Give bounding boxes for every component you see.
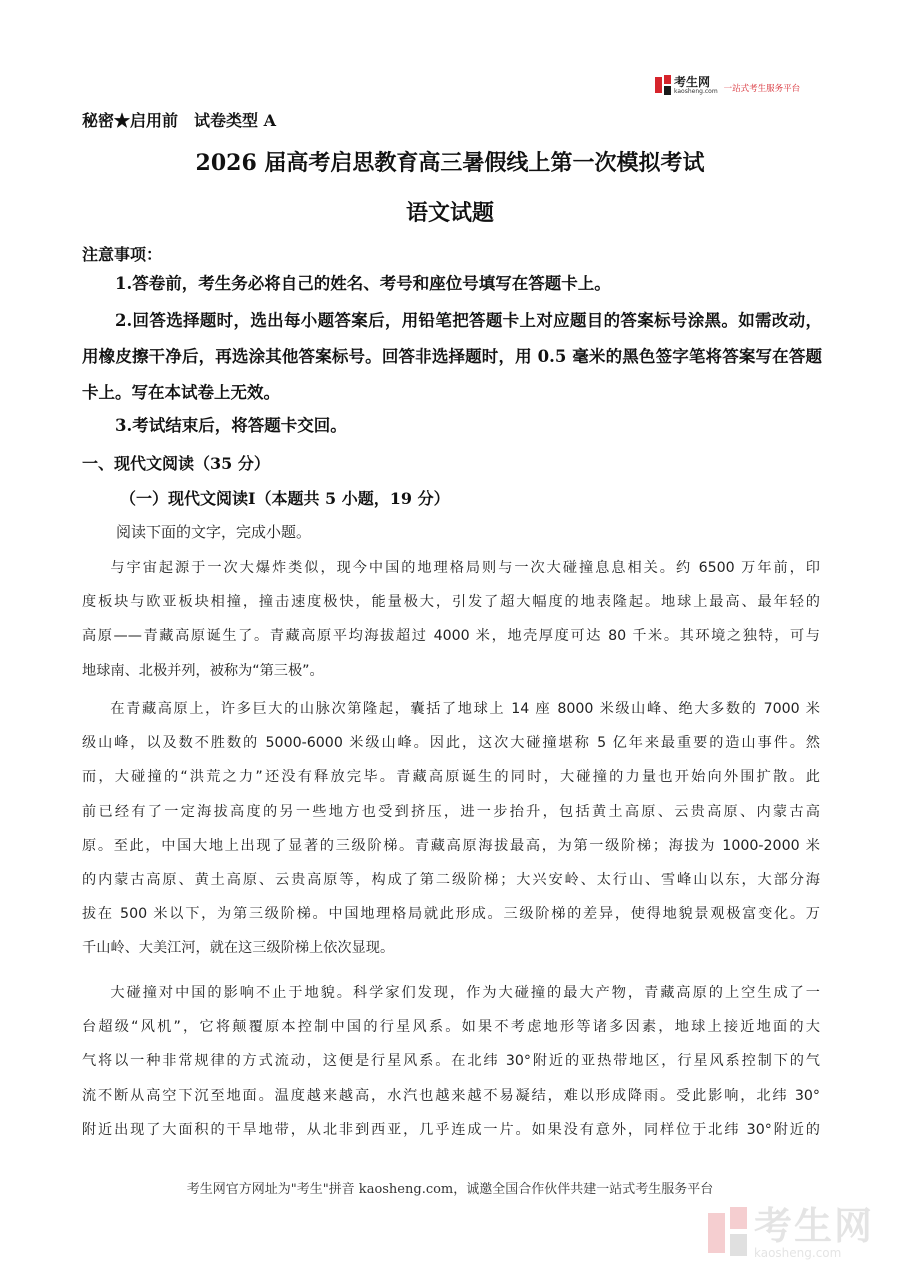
logo-url: kaosheng.com — [674, 87, 718, 95]
passage-line: 原。至此，中国大地上出现了显著的三级阶梯。青藏高原海拔最高，为第一级阶梯；海拔为 1000-2000 米 — [82, 837, 820, 854]
header-logo — [655, 73, 800, 97]
exam-subject: 语文试题 — [405, 200, 494, 226]
passage-paragraph-3 — [82, 976, 820, 1147]
notice-item-2: 2.回答选择题时，选出每小题答案后，用铅笔把答题卡上对应题目的答案标号涂黑。如需改动，用橡皮擦干净后，再选涂其他答案标号。回答非选择题时，用 0.5 毫米的黑色签字笔将答案写在答题卡上。写在本试卷上无效。 — [82, 311, 822, 402]
logo-slogan: 一站式考生服务平台 — [723, 84, 801, 94]
watermark-logo — [708, 1204, 875, 1260]
passage-line: 高原——青藏高原诞生了。青藏高原平均海拔超过 4000 米，地壳厚度可达 80 千米。其环境之独特，可与 — [82, 628, 820, 645]
kaosheng-logo-icon — [655, 75, 671, 95]
passage-line: 流不断从高空下沉至地面。温度越来越高，水汽也越来越不易凝结，难以形成降雨。受此影响，北纬 30° — [82, 1087, 820, 1104]
passage-line: 气将以一种非常规律的方式流动，这便是行星风系。在北纬 30°附近的亚热带地区，行星风系控制下的气 — [82, 1053, 820, 1070]
sub-section-heading: （一）现代文阅读Ⅰ（本题共 5 小题，19 分） — [120, 489, 450, 508]
passage-paragraph-2 — [82, 692, 820, 966]
passage-line: 而，大碰撞的“洪荒之力”还没有释放完毕。青藏高原诞生的同时，大碰撞的力量也开始向外围扩散。此 — [82, 769, 820, 786]
secret-line: 秘密★启用前 试卷类型 A — [82, 111, 276, 130]
section-heading: 一、现代文阅读（35 分） — [82, 454, 270, 473]
exam-title: 2026 届高考启思教育高三暑假线上第一次模拟考试 — [195, 150, 705, 176]
logo-name: 考生网 — [674, 74, 711, 89]
watermark-url: kaosheng.com — [754, 1246, 842, 1260]
notice-heading: 注意事项： — [82, 245, 163, 264]
passage-paragraph-1 — [82, 551, 820, 688]
passage-line: 在青藏高原上，许多巨大的山脉次第隆起，囊括了地球上 14 座 8000 米级山峰、绝大多数的 7000 米 — [110, 701, 820, 717]
reading-instruction: 阅读下面的文字，完成小题。 — [116, 523, 312, 541]
passage-line: 拔在 500 米以下，为第三级阶梯。中国地理格局就此形成。三级阶梯的差异，使得地貌景观极富变化。万 — [82, 906, 820, 923]
passage-line: 前已经有了一定海拔高度的另一些地方也受到挤压，进一步抬升，包括黄土高原、云贵高原、内蒙古高 — [82, 803, 820, 820]
passage-line: 的内蒙古高原、黄土高原、云贵高原等，构成了第二级阶梯；大兴安岭、太行山、雪峰山以东，大部分海 — [82, 872, 820, 889]
passage-line: 附近出现了大面积的干旱地带，从北非到西亚，几乎连成一片。如果没有意外，同样位于北纬 30°附近的 — [82, 1121, 820, 1138]
passage-line: 大碰撞对中国的影响不止于地貌。科学家们发现，作为大碰撞的最大产物，青藏高原的上空生成了一 — [110, 985, 820, 1001]
watermark-name: 考生网 — [754, 1204, 875, 1248]
passage-line: 千山岭、大美江河，就在这三级阶梯上依次显现。 — [82, 940, 395, 957]
watermark-logo-icon — [708, 1207, 748, 1259]
notice-item-3: 3.考试结束后，将答题卡交回。 — [115, 416, 347, 435]
passage-line: 度板块与欧亚板块相撞，撞击速度极快，能量极大，引发了超大幅度的地表隆起。地球上最高、最年轻的 — [82, 594, 820, 611]
passage-line: 台超级“风机”，它将颠覆原本控制中国的行星风系。如果不考虑地形等诸多因素，地球上接近地面的大 — [82, 1019, 820, 1036]
passage-line: 地球南、北极并列，被称为“第三极”。 — [82, 662, 324, 679]
passage-line: 与宇宙起源于一次大爆炸类似，现今中国的地理格局则与一次大碰撞息息相关。约 6500 万年前，印 — [110, 560, 820, 576]
notice-item-1: 1.答卷前，考生务必将自己的姓名、考号和座位号填写在答题卡上。 — [115, 274, 611, 293]
page-footer: 考生网官方网址为"考生"拼音 kaosheng.com，诚邀全国合作伙伴共建一站式考生服务平台 — [186, 1182, 714, 1197]
passage-line: 级山峰，以及数不胜数的 5000-6000 米级山峰。因此，这次大碰撞堪称 5 亿年来最重要的造山事件。然 — [82, 735, 820, 752]
